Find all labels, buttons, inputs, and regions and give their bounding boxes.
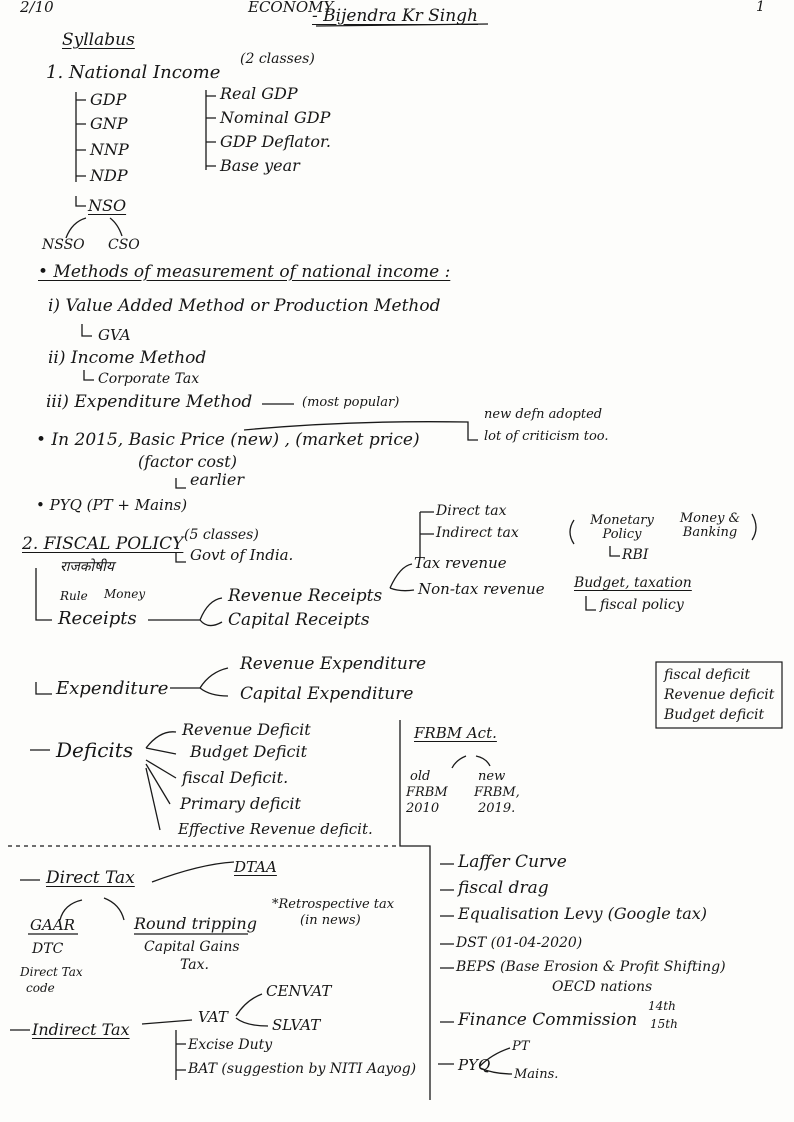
indirect-tax-label: Indirect Tax (32, 1020, 130, 1039)
retrospective-news: (in news) (300, 913, 361, 928)
equalisation-levy: Equalisation Levy (Google tax) (458, 904, 708, 923)
topic-note: (2 classes) (240, 51, 315, 67)
vat-label: VAT (198, 1008, 228, 1026)
syllabus-heading: Syllabus (62, 30, 135, 50)
revenue-receipts: Revenue Receipts (228, 586, 383, 606)
nsso-label: NSSO (42, 237, 85, 253)
non-tax-revenue: Non-tax revenue (418, 580, 545, 598)
direct-tax-small: Direct tax (436, 503, 507, 519)
basic-price-line: • In 2015, Basic Price (new) , (market price) (36, 430, 420, 450)
fiscal-deficit: fiscal Deficit. (182, 768, 289, 787)
dst-label: DST (01-04-2020) (456, 935, 583, 951)
dtc-label: DTC (32, 941, 64, 957)
dtaa-label: DTAA (234, 858, 277, 876)
money-banking: Money & Banking (679, 511, 741, 540)
laffer-curve: Laffer Curve (458, 852, 567, 872)
earlier-label: earlier (190, 470, 245, 489)
monetary-policy: Monetary Policy (590, 513, 654, 542)
gnp-item: GNP (90, 114, 128, 133)
capital-gains-tax: Tax. (180, 957, 209, 973)
page-date: 2/10 (20, 0, 54, 16)
rbi-label: RBI (622, 547, 649, 563)
cenvat-label: CENVAT (266, 982, 332, 1000)
fiscal-drag: fiscal drag (458, 878, 549, 898)
factor-cost-label: (factor cost) (138, 452, 237, 471)
beps-label: BEPS (Base Erosion & Profit Shifting) (456, 959, 726, 975)
teacher-name: - Bijendra Kr Singh (312, 6, 478, 26)
method-value-added: i) Value Added Method or Production Method (48, 296, 441, 316)
fiscal-policy-note: fiscal policy (600, 597, 684, 613)
frbm-act: FRBM Act. (414, 724, 497, 742)
fiscal-note: (5 classes) (184, 527, 259, 543)
method-expenditure: iii) Expenditure Method (46, 392, 253, 412)
budget-deficit: Budget Deficit (190, 742, 308, 761)
new-frbm-label: FRBM, (474, 785, 520, 800)
old-frbm-year: 2010 (406, 801, 440, 816)
fc-15th: 15th (650, 1017, 678, 1031)
gva-label: GVA (98, 326, 131, 344)
box-revenue-deficit: Revenue deficit (664, 687, 775, 703)
direct-tax-label: Direct Tax (46, 868, 135, 888)
gdp-deflator-item: GDP Deflator. (220, 132, 332, 151)
method-income: ii) Income Method (48, 348, 207, 368)
bat-label: BAT (suggestion by NITI Aayog) (188, 1061, 417, 1077)
real-gdp-item: Real GDP (220, 84, 298, 103)
excise-duty-label: Excise Duty (188, 1037, 273, 1053)
corporate-tax-label: Corporate Tax (98, 371, 200, 387)
capital-receipts: Capital Receipts (228, 610, 370, 630)
capital-expenditure: Capital Expenditure (240, 684, 414, 704)
criticism-note: lot of criticism too. (484, 429, 609, 444)
slvat-label: SLVAT (272, 1016, 321, 1034)
topic-national-income: 1. National Income (46, 62, 221, 83)
finance-commission: Finance Commission (458, 1010, 638, 1030)
hindi-rajkoshiya: राजकोषीय (60, 559, 114, 575)
fc-14th: 14th (648, 999, 676, 1013)
primary-deficit: Primary deficit (180, 794, 301, 813)
new-label: new (478, 769, 506, 784)
round-tripping-label: Round tripping (134, 914, 257, 933)
receipts-label: Receipts (58, 608, 137, 629)
revenue-deficit: Revenue Deficit (182, 720, 311, 739)
rule-label: Rule (60, 589, 88, 603)
nnp-item: NNP (90, 140, 129, 159)
gaar-label: GAAR (30, 916, 75, 934)
dtc-full-line2: code (26, 981, 55, 995)
topic-fiscal-policy: 2. FISCAL POLICY (22, 534, 184, 554)
budget-taxation: Budget, taxation (574, 575, 692, 591)
indirect-tax-small: Indirect tax (436, 525, 519, 541)
subject-title: ECONOMY (248, 0, 334, 16)
deficits-label: Deficits (56, 738, 134, 762)
retrospective-tax: *Retrospective tax (272, 897, 395, 912)
ndp-item: NDP (90, 166, 128, 185)
cso-label: CSO (108, 237, 140, 253)
new-defn-note: new defn adopted (484, 407, 603, 422)
page-number: 1 (756, 0, 765, 15)
effective-revenue-deficit: Effective Revenue deficit. (178, 820, 373, 838)
old-frbm-label: FRBM (406, 785, 448, 800)
tax-revenue: Tax revenue (414, 554, 507, 572)
revenue-expenditure: Revenue Expenditure (240, 654, 427, 674)
most-popular-note: (most popular) (302, 395, 400, 410)
nso-label: NSO (88, 196, 127, 215)
govt-of-india: Govt of India. (190, 546, 294, 564)
capital-gains-label: Capital Gains (144, 939, 240, 955)
box-budget-deficit: Budget deficit (664, 707, 765, 723)
mains-label: Mains. (514, 1067, 559, 1082)
dtc-full-line1: Direct Tax (20, 965, 83, 979)
old-label: old (410, 769, 431, 784)
pyq-label: PYQ (458, 1056, 491, 1074)
nominal-gdp-item: Nominal GDP (220, 108, 331, 127)
box-fiscal-deficit: fiscal deficit (664, 667, 751, 683)
base-year-item: Base year (220, 156, 300, 175)
new-frbm-year: 2019. (478, 801, 516, 816)
pt-label: PT (512, 1039, 530, 1054)
oecd-label: OECD nations (552, 979, 653, 995)
methods-heading: • Methods of measurement of national income : (38, 262, 451, 282)
pyq-note: • PYQ (PT + Mains) (36, 496, 188, 514)
money-label: Money (104, 587, 146, 601)
gdp-item: GDP (90, 90, 127, 109)
expenditure-label: Expenditure (56, 678, 169, 699)
